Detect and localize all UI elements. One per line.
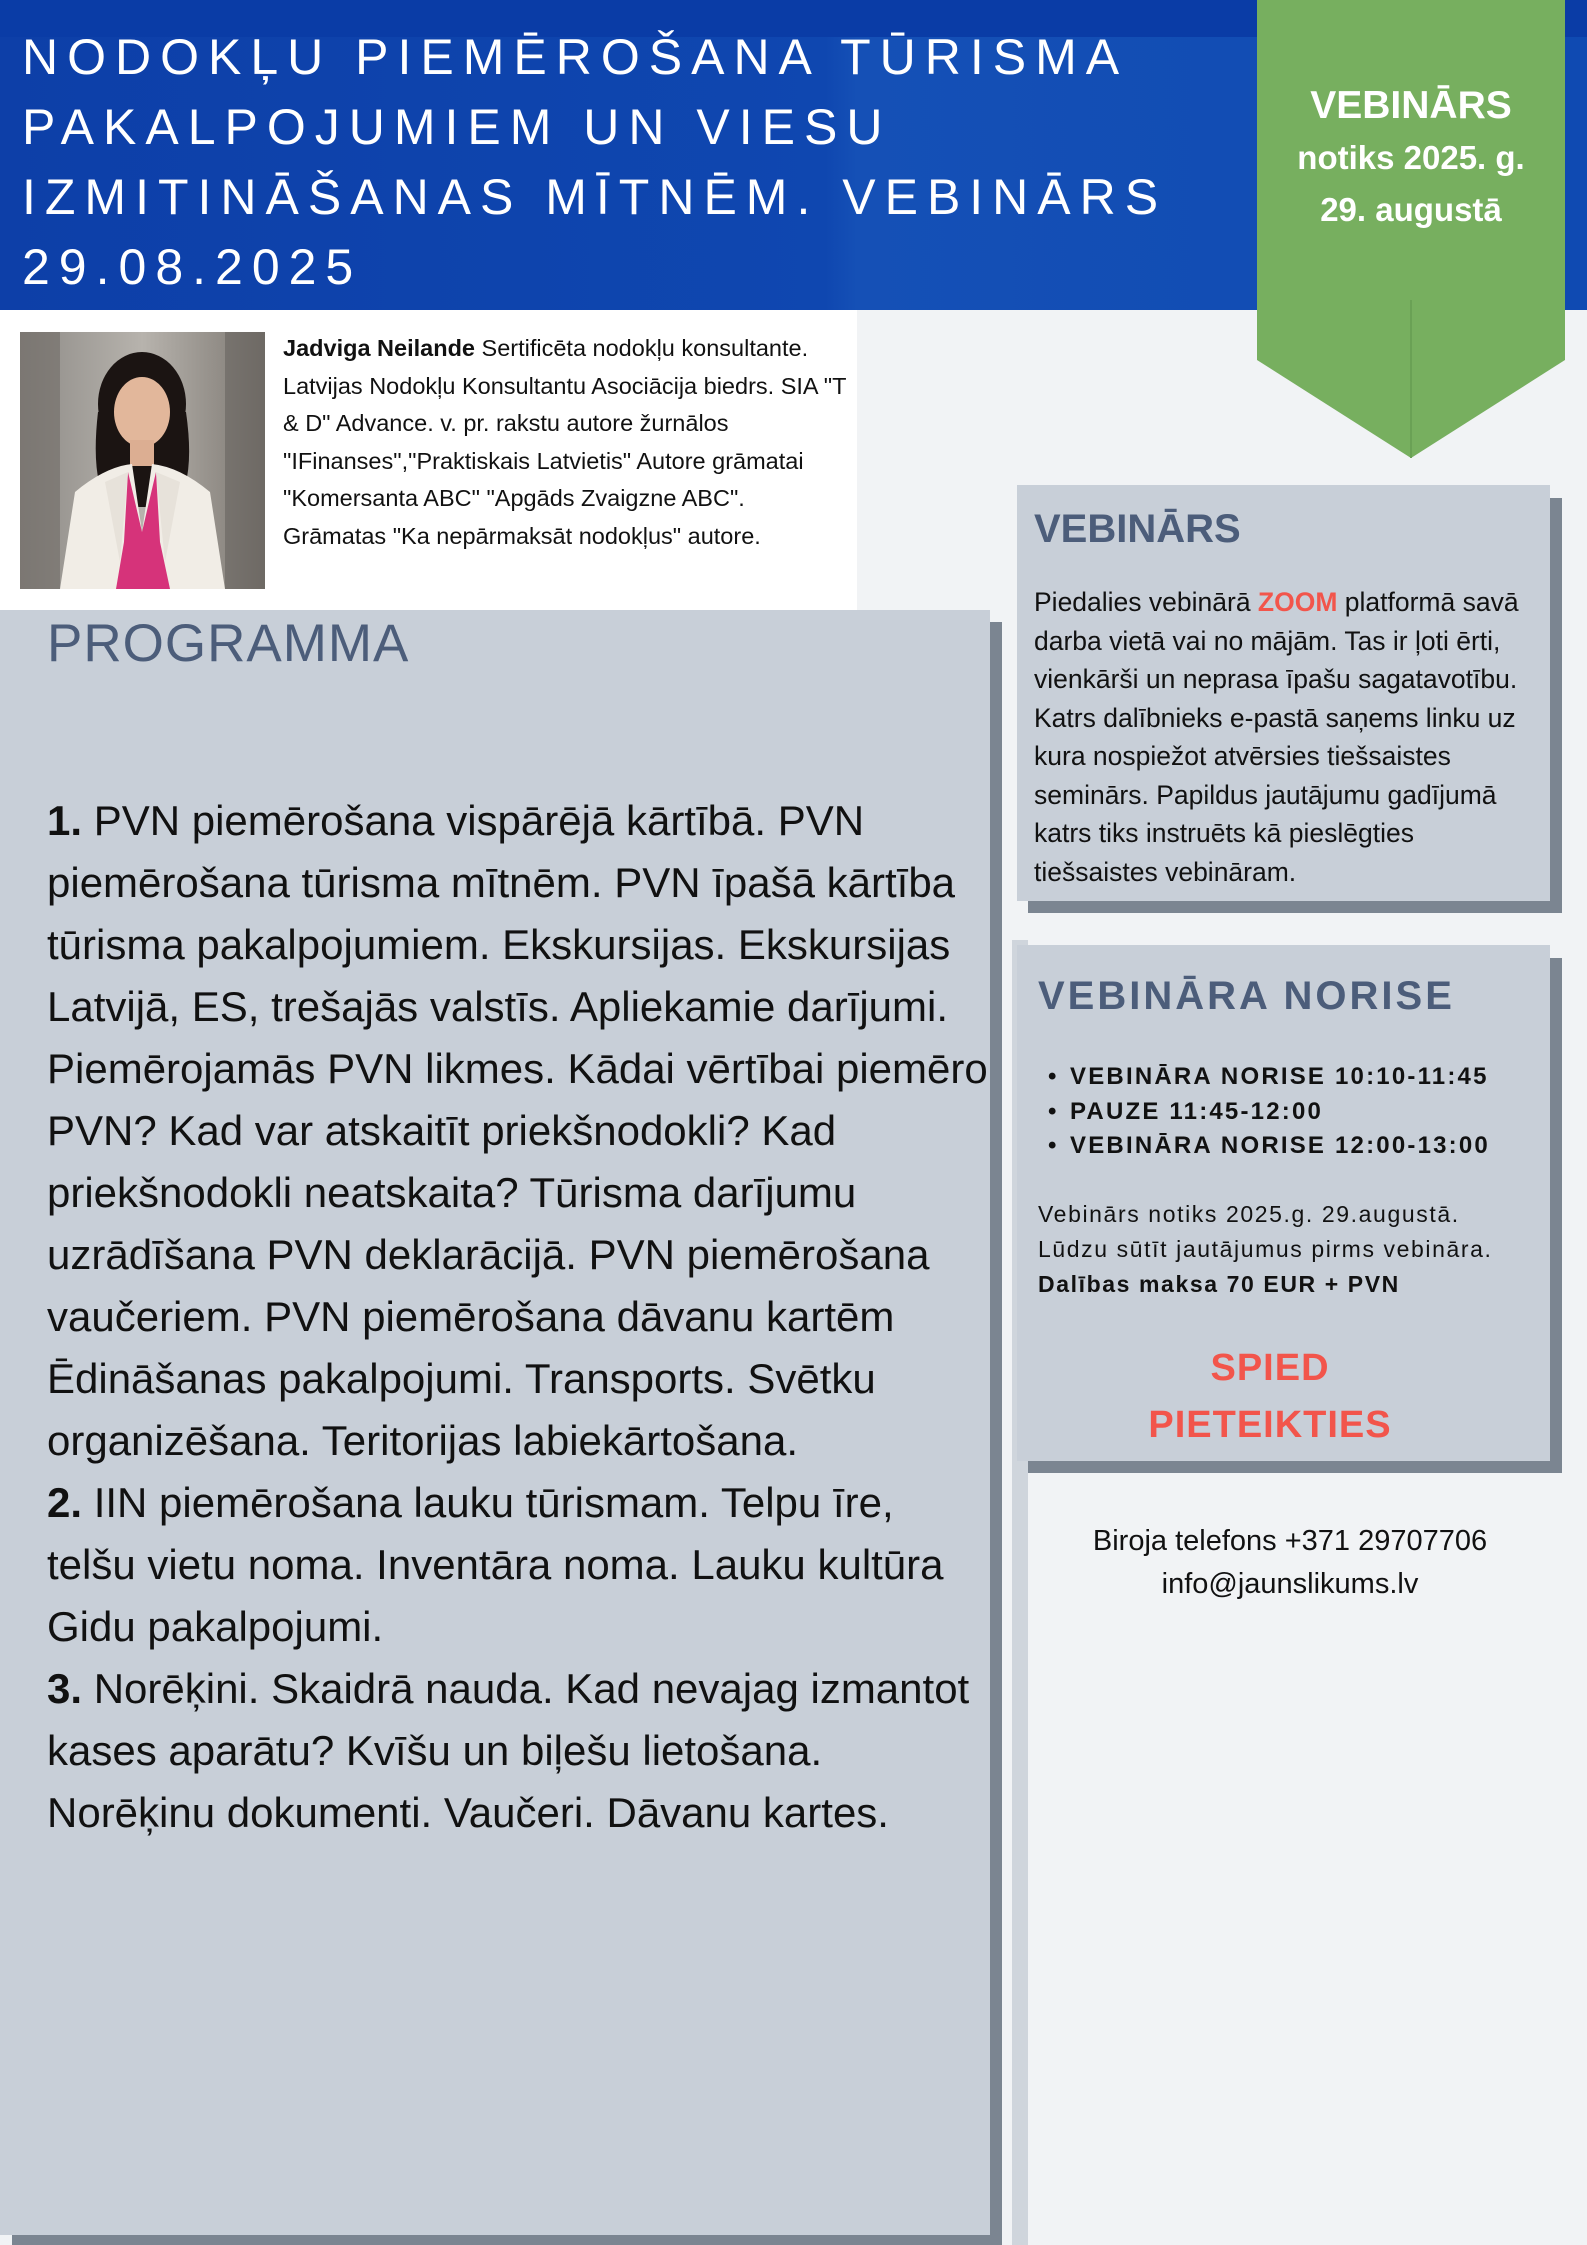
office-phone: Biroja telefons +371 29707706 bbox=[1092, 1525, 1488, 1557]
schedule-date-note: Vebinārs notiks 2025.g. 29.augustā. bbox=[1038, 1201, 1460, 1227]
ribbon-text bbox=[1257, 80, 1565, 236]
program-item-number: 1. bbox=[47, 797, 83, 844]
register-link-line1[interactable]: SPIED bbox=[1210, 1347, 1330, 1389]
schedule-note bbox=[1038, 1197, 1558, 1302]
schedule-questions-note: Lūdzu sūtīt jautājumus pirms vebināra. bbox=[1038, 1236, 1493, 1262]
schedule-item: • VEBINĀRA NORISE 12:00-13:00 bbox=[1048, 1129, 1490, 1164]
contact-email[interactable]: info@jaunslikums.lv bbox=[1161, 1568, 1419, 1600]
webinar-card-title: VEBINĀRS bbox=[1034, 507, 1241, 551]
zoom-label: ZOOM bbox=[1257, 587, 1338, 617]
program-item bbox=[47, 1658, 992, 1844]
program-item-number: 2. bbox=[47, 1479, 83, 1526]
schedule-card-title: VEBINĀRA NORISE bbox=[1038, 974, 1455, 1018]
schedule-list bbox=[1048, 1060, 1490, 1164]
schedule-item: • PAUZE 11:45-12:00 bbox=[1048, 1095, 1490, 1130]
ribbon-date-line1: notiks 2025. g. bbox=[1297, 139, 1525, 176]
schedule-item: • VEBINĀRA NORISE 10:10-11:45 bbox=[1048, 1060, 1490, 1095]
speaker-description: Sertificēta nodokļu konsultante. Latvijas Nodokļu Konsultantu Asociācija biedrs. SIA "T & D" Advance. v. pr. rakstu autore žurnālos "IFinanses","Praktiskais Latvietis" Autore grāmatai "Komersanta ABC" "Apgāds Zvaigzne ABC". Grāmatas "Ka nepārmaksāt nodokļus" autore. bbox=[283, 335, 847, 549]
program-item-text: Norēķini. Skaidrā nauda. Kad nevajag izmantot kases aparātu? Kvīšu un biļešu lietošana. Norēķinu dokumenti. Vaučeri. Dāvanu kartes. bbox=[47, 1665, 970, 1836]
program-item bbox=[47, 790, 992, 1472]
page-title: NODOKĻU PIEMĒROŠANA TŪRISMA PAKALPOJUMIEM UN VIESU IZMITINĀŠANAS MĪTNĒM. VEBINĀRS 29.08.2025 bbox=[22, 29, 1168, 295]
ribbon-label: VEBINĀRS bbox=[1310, 84, 1512, 127]
program-item-text: IIN piemērošana lauku tūrismam. Telpu īre, telšu vietu noma. Inventāra noma. Lauku kultūra Gidu pakalpojumi. bbox=[47, 1479, 944, 1650]
webinar-text-intro: Piedalies vebinārā bbox=[1034, 587, 1258, 617]
speaker-bio bbox=[283, 330, 853, 555]
speaker-name: Jadviga Neilande bbox=[283, 335, 475, 361]
speaker-photo bbox=[20, 332, 265, 589]
webinar-text-details: platformā savā darba vietā vai no mājām. Tas ir ļoti ērti, vienkārši un neprasa īpašu sagatavotību. Katrs dalībnieks e-pastā saņems linku uz kura nospiežot atvērsies tiešsaistes seminārs. Papildus jautājumu gadījumā katrs tiks instruēts kā pieslēgties tiešsaistes vebināram. bbox=[1034, 587, 1519, 887]
register-link[interactable] bbox=[1110, 1340, 1430, 1454]
ribbon-date-line2: 29. augustā bbox=[1320, 191, 1502, 228]
webinar-card-text bbox=[1034, 583, 1534, 891]
program-heading: PROGRAMMA bbox=[47, 614, 410, 673]
contact-info bbox=[1040, 1520, 1540, 1606]
program-list bbox=[47, 790, 992, 1844]
register-link-line2[interactable]: PIETEIKTIES bbox=[1148, 1404, 1392, 1446]
program-item bbox=[47, 1472, 992, 1658]
participation-fee: Dalības maksa 70 EUR + PVN bbox=[1038, 1271, 1400, 1297]
program-item-text: PVN piemērošana vispārējā kārtībā. PVN piemērošana tūrisma mītnēm. PVN īpašā kārtība tūrisma pakalpojumiem. Ekskursijas. Ekskursijas Latvijā, ES, trešajās valstīs. Apliekamie darījumi. Piemērojamās PVN likmes. Kādai vērtībai piemēro PVN? Kad var atskaitīt priekšnodokli? Kad priekšnodokli neatskaita? Tūrisma darījumu uzrādīšana PVN deklarācijā. PVN piemērošana vaučeriem. PVN piemērošana dāvanu kartēm Ēdināšanas pakalpojumi. Transports. Svētku organizēšana. Teritorijas labiekārtošana. bbox=[47, 797, 988, 1464]
program-item-number: 3. bbox=[47, 1665, 83, 1712]
